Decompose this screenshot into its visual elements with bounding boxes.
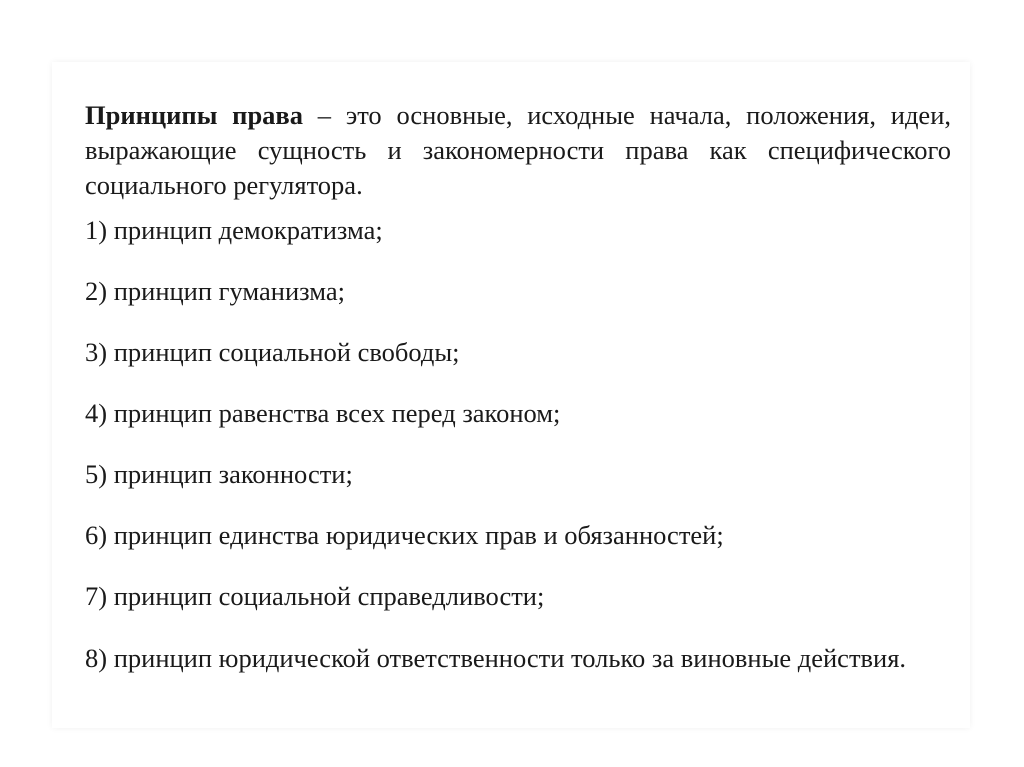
principle-item-7: 7) принцип социальной справедливости; (85, 581, 545, 611)
slide (52, 62, 970, 728)
principle-item-1: 1) принцип демократизма; (85, 215, 383, 245)
principle-item-6: 6) принцип единства юридических прав и обязанностей; (85, 520, 724, 550)
principle-item-8: 8) принцип юридической ответственности только за виновные действия. (85, 643, 907, 673)
principle-item-4: 4) принцип равенства всех перед законом; (85, 398, 561, 428)
principle-item-2: 2) принцип гуманизма; (85, 276, 345, 306)
definition-term: Принципы права (85, 100, 303, 130)
principles-list (85, 212, 951, 702)
principle-item-3: 3) принцип социальной свободы; (85, 337, 460, 367)
definition-text: – это основные, исходные начала, положения, идеи, выражающие сущность и закономерности права как специфического социального регулятора. (85, 100, 952, 200)
definition-paragraph (85, 98, 951, 203)
principle-item-5: 5) принцип законности; (85, 459, 353, 489)
